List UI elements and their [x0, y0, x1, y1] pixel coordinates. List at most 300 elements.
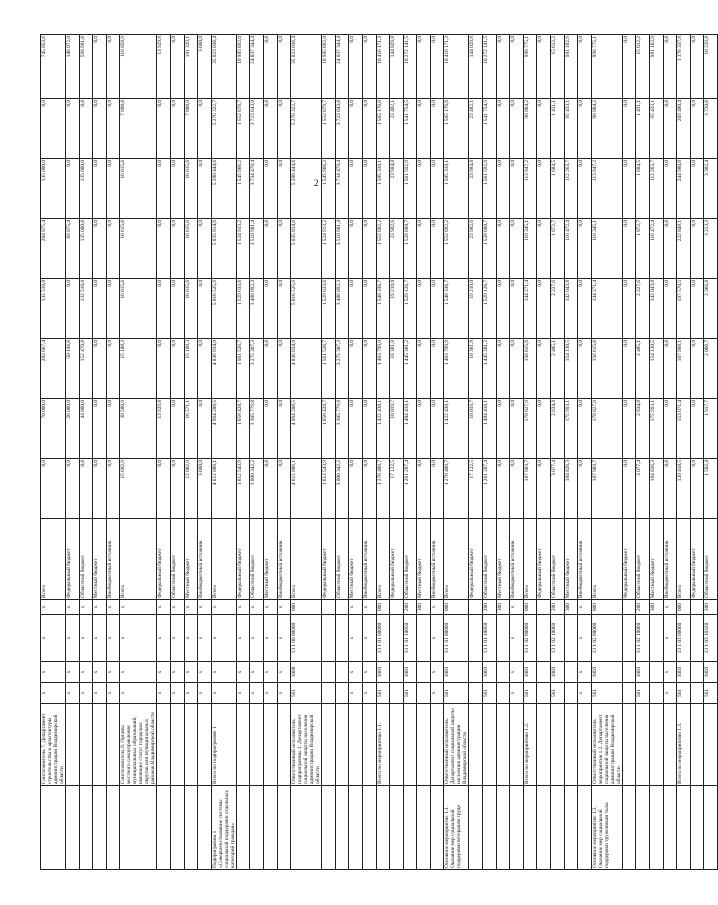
amount-cell: 0,0: [690, 159, 704, 219]
source-cell: Внебюджетный источник: [198, 519, 212, 600]
amount-cell: 1 529 126,7: [483, 279, 497, 339]
total-amount-cell: 18 229,8: [704, 35, 718, 99]
total-amount-cell: 10 985 692,0: [322, 35, 336, 99]
amount-cell: 4 964 208,5: [211, 399, 236, 459]
executor-cell: [93, 704, 107, 786]
section-code-cell: x: [211, 662, 236, 683]
executor-cell: [106, 704, 120, 786]
amount-cell: 0,0: [510, 339, 524, 399]
amount-cell: 175 993,1: [650, 399, 664, 459]
amount-cell: 17 122,5: [390, 459, 404, 519]
section-code-cell: 1003: [677, 662, 691, 683]
program-cell: [236, 786, 250, 870]
amount-cell: 3 723 643,0: [250, 99, 264, 159]
amount-cell: 0,0: [362, 459, 376, 519]
amount-cell: 0,0: [170, 279, 184, 339]
section-code-cell: x: [362, 662, 376, 683]
target-article-cell: 13 1 02 10060: [551, 615, 565, 662]
program-cell: [79, 786, 93, 870]
program-cell: [677, 786, 691, 870]
amount-cell: 0,0: [106, 399, 120, 459]
amount-cell: 17 122,5: [469, 459, 483, 519]
section-code-cell: [322, 662, 336, 683]
amount-cell: 5 276 322,7: [211, 99, 236, 159]
executor-cell: Всего по мероприятию 1.1.: [376, 704, 390, 786]
amount-cell: 0,0: [690, 219, 704, 279]
amount-cell: 0,0: [170, 339, 184, 399]
total-amount-cell: 10 416 171,3: [444, 35, 469, 99]
expense-type-cell: 300: [496, 600, 510, 615]
amount-cell: 0,0: [496, 219, 510, 279]
grbs-code-cell: 561: [704, 683, 718, 704]
amount-cell: 0,0: [537, 339, 551, 399]
executor-cell: [663, 704, 677, 786]
amount-cell: 0,0: [537, 159, 551, 219]
executor-cell: [430, 704, 444, 786]
grbs-code-cell: x: [277, 683, 291, 704]
executor-cell: [537, 704, 551, 786]
program-cell: [564, 786, 578, 870]
expense-type-cell: x: [349, 600, 363, 615]
amount-cell: 175 993,1: [564, 399, 578, 459]
source-cell: Внебюджетный источник: [663, 519, 677, 600]
amount-cell: 0,0: [622, 279, 636, 339]
program-cell: [184, 786, 198, 870]
amount-cell: 4 964 208,5: [291, 399, 322, 459]
amount-cell: 1 529 633,6: [236, 279, 250, 339]
total-amount-cell: 1 376 337,8: [677, 35, 691, 99]
budget-table: [40, 34, 718, 870]
table-row: [41, 35, 66, 870]
target-article-cell: x: [663, 615, 677, 662]
total-amount-cell: 981 162,9: [564, 35, 578, 99]
amount-cell: 0,0: [277, 459, 291, 519]
amount-cell: 2 366,8: [704, 279, 718, 339]
amount-cell: 0,0: [349, 339, 363, 399]
grbs-code-cell: x: [578, 683, 592, 704]
grbs-code-cell: [622, 683, 636, 704]
executor-cell: [403, 704, 417, 786]
amount-cell: 0,0: [430, 339, 444, 399]
amount-cell: 0,0: [496, 99, 510, 159]
executor-cell: [349, 704, 363, 786]
program-cell: [349, 786, 363, 870]
amount-cell: 0,0: [622, 459, 636, 519]
amount-cell: 3 382,4: [704, 159, 718, 219]
grbs-code-cell: 561: [551, 683, 565, 704]
amount-cell: 1 422 438,1: [376, 399, 390, 459]
section-code-cell: 1003: [523, 662, 537, 683]
grbs-code-cell: 561: [677, 683, 691, 704]
amount-cell: 0,0: [349, 399, 363, 459]
amount-cell: 0,0: [510, 99, 524, 159]
amount-cell: 113 947,2: [523, 159, 537, 219]
amount-cell: 244 980,8: [677, 159, 691, 219]
section-code-cell: x: [79, 662, 93, 683]
executor-cell: [322, 704, 336, 786]
expense-type-cell: 200: [551, 600, 565, 615]
grbs-code-cell: x: [236, 683, 250, 704]
executor-cell: [170, 704, 184, 786]
amount-cell: 50 196,6: [66, 339, 80, 399]
expense-type-cell: 000: [291, 600, 322, 615]
amount-cell: 0,0: [198, 159, 212, 219]
program-cell: [66, 786, 80, 870]
expense-type-cell: x: [79, 600, 93, 615]
table-row: [93, 35, 107, 870]
amount-cell: 0,0: [277, 399, 291, 459]
total-amount-cell: 0,0: [417, 35, 431, 99]
amount-cell: 5 016 525,9: [291, 279, 322, 339]
expense-type-cell: x: [430, 600, 444, 615]
section-code-cell: 1003: [551, 662, 565, 683]
amount-cell: 269 480,4: [677, 99, 691, 159]
total-amount-cell: 13 929,8: [157, 35, 171, 99]
source-cell: Федеральный бюджет: [236, 519, 250, 600]
table-row: [263, 35, 277, 870]
total-amount-cell: 15 612,2: [551, 35, 565, 99]
source-cell: Местный бюджет: [184, 519, 198, 600]
table-row: [430, 35, 444, 870]
total-amount-cell: 144 029,8: [469, 35, 483, 99]
amount-cell: 0,0: [537, 99, 551, 159]
amount-cell: 95 433,1: [564, 99, 578, 159]
amount-cell: 0,0: [106, 99, 120, 159]
section-code-cell: [690, 662, 704, 683]
amount-cell: 0,0: [79, 459, 93, 519]
amount-cell: 0,0: [157, 159, 171, 219]
amount-cell: 0,0: [578, 339, 592, 399]
amount-cell: 1 552 692,2: [376, 219, 390, 279]
source-cell: Областной бюджет: [250, 519, 264, 600]
amount-cell: 0,0: [157, 99, 171, 159]
table-row: [690, 35, 704, 870]
amount-cell: 3 077,4: [636, 459, 650, 519]
amount-cell: 0,0: [157, 339, 171, 399]
program-cell: [277, 786, 291, 870]
amount-cell: 1 658 428,7: [236, 399, 250, 459]
amount-cell: 1 561 592,9: [403, 159, 417, 219]
table-row: [291, 35, 322, 870]
grbs-code-cell: x: [263, 683, 277, 704]
grbs-code-cell: [496, 683, 510, 704]
target-article-cell: x: [277, 615, 291, 662]
source-cell: Федеральный бюджет: [322, 519, 336, 600]
amount-cell: 144 271,4: [523, 279, 537, 339]
amount-cell: 1 552 679,7: [322, 99, 336, 159]
amount-cell: 0,0: [41, 459, 66, 519]
amount-cell: 23 982,6: [469, 219, 483, 279]
amount-cell: 5 280 444,6: [291, 159, 322, 219]
total-amount-cell: 0,0: [663, 35, 677, 99]
amount-cell: 18 019,7: [469, 399, 483, 459]
expense-type-cell: [622, 600, 636, 615]
section-code-cell: [335, 662, 349, 683]
grbs-code-cell: x: [184, 683, 198, 704]
amount-cell: 4 836 834,0: [291, 339, 322, 399]
amount-cell: 0,0: [106, 159, 120, 219]
target-article-cell: x: [157, 615, 171, 662]
grbs-code-cell: [469, 683, 483, 704]
expense-type-cell: x: [198, 600, 212, 615]
table-row: [170, 35, 184, 870]
grbs-code-cell: 561: [444, 683, 469, 704]
amount-cell: 1 528 660,7: [403, 219, 417, 279]
program-cell: [650, 786, 664, 870]
total-amount-cell: 0,0: [622, 35, 636, 99]
section-code-cell: x: [41, 662, 66, 683]
amount-cell: 1 529 633,6: [322, 279, 336, 339]
expense-type-cell: x: [120, 600, 157, 615]
target-article-cell: 13 1 02 00000: [523, 615, 537, 662]
amount-cell: 1 565 176,6: [444, 99, 469, 159]
page-number: 2: [314, 178, 319, 188]
source-cell: Федеральный бюджет: [690, 519, 704, 600]
section-code-cell: [622, 662, 636, 683]
amount-cell: 0,0: [277, 99, 291, 159]
section-code-cell: x: [184, 662, 198, 683]
target-article-cell: [469, 615, 483, 662]
program-cell: [690, 786, 704, 870]
section-code-cell: x: [93, 662, 107, 683]
amount-cell: 0,0: [690, 99, 704, 159]
executor-cell: [198, 704, 212, 786]
grbs-code-cell: x: [79, 683, 93, 704]
target-article-cell: 13 1 01 10050: [403, 615, 417, 662]
amount-cell: 0,0: [690, 339, 704, 399]
amount-cell: 0,0: [663, 99, 677, 159]
target-article-cell: [690, 615, 704, 662]
grbs-code-cell: x: [120, 683, 157, 704]
amount-cell: 1 552 679,7: [236, 99, 250, 159]
total-amount-cell: 0,0: [263, 35, 277, 99]
amount-cell: 1 872,7: [636, 219, 650, 279]
amount-cell: 0,0: [170, 459, 184, 519]
amount-cell: 1 261 287,4: [483, 459, 497, 519]
section-code-cell: [564, 662, 578, 683]
expense-type-cell: x: [93, 600, 107, 615]
program-cell: [510, 786, 524, 870]
amount-cell: 30 500,9: [120, 399, 157, 459]
program-cell: [430, 786, 444, 870]
total-amount-cell: 0,0: [578, 35, 592, 99]
amount-cell: 0,0: [496, 159, 510, 219]
program-cell: [636, 786, 650, 870]
amount-cell: 44 000,0: [79, 399, 93, 459]
amount-cell: 0,0: [263, 399, 277, 459]
table-row: [537, 35, 551, 870]
source-cell: Внебюджетный источник: [106, 519, 120, 600]
amount-cell: 7 800,0: [120, 99, 157, 159]
expense-type-cell: 200: [636, 600, 650, 615]
table-row: [277, 35, 291, 870]
amount-cell: 0,0: [430, 459, 444, 519]
total-amount-cell: 0,0: [496, 35, 510, 99]
executor-cell: Ответственный исполнитель мероприятия 1.2. Департамент социальной защиты населения администрации Владимирской области: [591, 704, 622, 786]
amount-cell: 0,0: [93, 339, 107, 399]
total-amount-cell: 0,0: [170, 35, 184, 99]
executor-cell: Всего по мероприятию 1.3.: [677, 704, 691, 786]
amount-cell: 1 463 799,9: [444, 339, 469, 399]
amount-cell: 0,0: [578, 159, 592, 219]
table-row: [704, 35, 718, 870]
executor-cell: [496, 704, 510, 786]
total-amount-cell: 10 272 141,5: [403, 35, 417, 99]
total-amount-cell: 24 037 344,4: [335, 35, 349, 99]
amount-cell: 1 541 754,5: [483, 99, 497, 159]
grbs-code-cell: [390, 683, 404, 704]
source-cell: Всего: [591, 519, 622, 600]
amount-cell: 15 602,9: [120, 459, 157, 519]
source-cell: Внебюджетный источник: [578, 519, 592, 600]
amount-cell: 0,0: [277, 219, 291, 279]
amount-cell: 167 968,1: [677, 339, 691, 399]
amount-cell: 0,0: [417, 279, 431, 339]
executor-cell: Соисполнитель 8. Органы местного самоуправления муниципальных образований, имеющих статус городских округов или муниципальных районов Владимирской области: [120, 704, 157, 786]
amount-cell: 16 615,6: [184, 159, 198, 219]
amount-cell: 113 947,2: [591, 159, 622, 219]
program-cell: [483, 786, 497, 870]
expense-type-cell: 000: [591, 600, 622, 615]
program-cell: Основное мероприятие 1.1. Оказание мер социальной поддержки ветеранам труда: [444, 786, 469, 870]
executor-cell: [335, 704, 349, 786]
total-amount-cell: 35 023 036,4: [291, 35, 322, 99]
target-article-cell: 13 1 01 10050: [483, 615, 497, 662]
section-code-cell: 1003: [444, 662, 469, 683]
source-cell: Местный бюджет: [650, 519, 664, 600]
amount-cell: 132 510,8: [41, 279, 66, 339]
amount-cell: 0,0: [93, 459, 107, 519]
grbs-code-cell: x: [663, 683, 677, 704]
grbs-code-cell: [417, 683, 431, 704]
amount-cell: 0,0: [430, 159, 444, 219]
amount-cell: 0,0: [277, 159, 291, 219]
executor-cell: [578, 704, 592, 786]
amount-cell: 116 472,4: [564, 219, 578, 279]
amount-cell: 0,0: [622, 219, 636, 279]
executor-cell: [250, 704, 264, 786]
target-article-cell: x: [198, 615, 212, 662]
amount-cell: 18 381,8: [469, 339, 483, 399]
amount-cell: 1 585 318,1: [444, 159, 469, 219]
amount-cell: 1 684,5: [636, 159, 650, 219]
total-amount-cell: 0,0: [510, 35, 524, 99]
table-row: [663, 35, 677, 870]
expense-type-cell: 200: [403, 600, 417, 615]
target-article-cell: [650, 615, 664, 662]
amount-cell: 3 305 779,8: [250, 399, 264, 459]
amount-cell: 1 872,7: [551, 219, 565, 279]
amount-cell: 142 043,8: [650, 279, 664, 339]
executor-cell: [483, 704, 497, 786]
target-article-cell: 13 1 01 00000: [376, 615, 390, 662]
amount-cell: 197 570,5: [677, 279, 691, 339]
amount-cell: 3 305 779,8: [335, 399, 349, 459]
amount-cell: 69 875,4: [66, 219, 80, 279]
expense-type-cell: [390, 600, 404, 615]
expense-type-cell: 300: [564, 600, 578, 615]
program-cell: [403, 786, 417, 870]
amount-cell: 0,0: [93, 99, 107, 159]
total-amount-cell: 0,0: [349, 35, 363, 99]
amount-cell: 0,0: [263, 339, 277, 399]
amount-cell: 7 800,0: [184, 99, 198, 159]
amount-cell: 0,0: [430, 99, 444, 159]
amount-cell: 0,0: [263, 459, 277, 519]
total-amount-cell: 996 775,1: [591, 35, 622, 99]
amount-cell: 1 528 660,7: [483, 219, 497, 279]
amount-cell: 0,0: [496, 399, 510, 459]
target-article-cell: x: [236, 615, 250, 662]
amount-cell: 5 035 814,6: [211, 219, 236, 279]
amount-cell: 0,0: [349, 159, 363, 219]
amount-cell: 0,0: [510, 159, 524, 219]
total-amount-cell: 996 775,1: [523, 35, 537, 99]
amount-cell: 2 066,7: [704, 339, 718, 399]
target-article-cell: [564, 615, 578, 662]
executor-cell: [66, 704, 80, 786]
amount-cell: 156 615,6: [591, 339, 622, 399]
amount-cell: 0,0: [622, 399, 636, 459]
amount-cell: 187 903,7: [591, 459, 622, 519]
source-cell: Федеральный бюджет: [537, 519, 551, 600]
amount-cell: 0,0: [263, 99, 277, 159]
source-cell: Областной бюджет: [79, 519, 93, 600]
grbs-code-cell: 561: [483, 683, 497, 704]
target-article-cell: 13 1 03 10320: [704, 615, 718, 662]
section-code-cell: x: [277, 662, 291, 683]
program-cell: [390, 786, 404, 870]
grbs-code-cell: 561: [636, 683, 650, 704]
amount-cell: 1 552 692,2: [444, 219, 469, 279]
grbs-code-cell: x: [157, 683, 171, 704]
amount-cell: 23 984,8: [390, 159, 404, 219]
amount-cell: 0,0: [349, 459, 363, 519]
source-cell: Всего: [41, 519, 66, 600]
amount-cell: 0,0: [537, 219, 551, 279]
table-row: [362, 35, 376, 870]
source-cell: Всего: [291, 519, 322, 600]
section-code-cell: 1003: [636, 662, 650, 683]
total-amount-cell: 0,0: [277, 35, 291, 99]
grbs-code-cell: 561: [403, 683, 417, 704]
amount-cell: 1 422 438,1: [444, 399, 469, 459]
executor-cell: [184, 704, 198, 786]
program-cell: [250, 786, 264, 870]
executor-cell: Ответственный исполнитель подпрограммы 1. Департамент социальной защиты населения администрации Владимирской области: [291, 704, 322, 786]
target-article-cell: x: [170, 615, 184, 662]
total-amount-cell: 0,0: [537, 35, 551, 99]
total-amount-cell: 0,0: [430, 35, 444, 99]
amount-cell: 5 276 322,7: [291, 99, 322, 159]
amount-cell: 184 826,3: [650, 459, 664, 519]
grbs-code-cell: 561: [591, 683, 622, 704]
amount-cell: 23 984,8: [469, 159, 483, 219]
program-cell: [469, 786, 483, 870]
table-row: [564, 35, 578, 870]
amount-cell: 0,0: [198, 219, 212, 279]
target-article-cell: x: [93, 615, 107, 662]
program-cell: [376, 786, 390, 870]
expense-type-cell: 000: [376, 600, 390, 615]
table-row: [578, 35, 592, 870]
executor-cell: [417, 704, 431, 786]
amount-cell: 0,0: [417, 339, 431, 399]
amount-cell: 135 000,0: [79, 219, 93, 279]
amount-cell: 154 130,5: [564, 339, 578, 399]
section-code-cell: [650, 662, 664, 683]
amount-cell: 0,0: [417, 399, 431, 459]
